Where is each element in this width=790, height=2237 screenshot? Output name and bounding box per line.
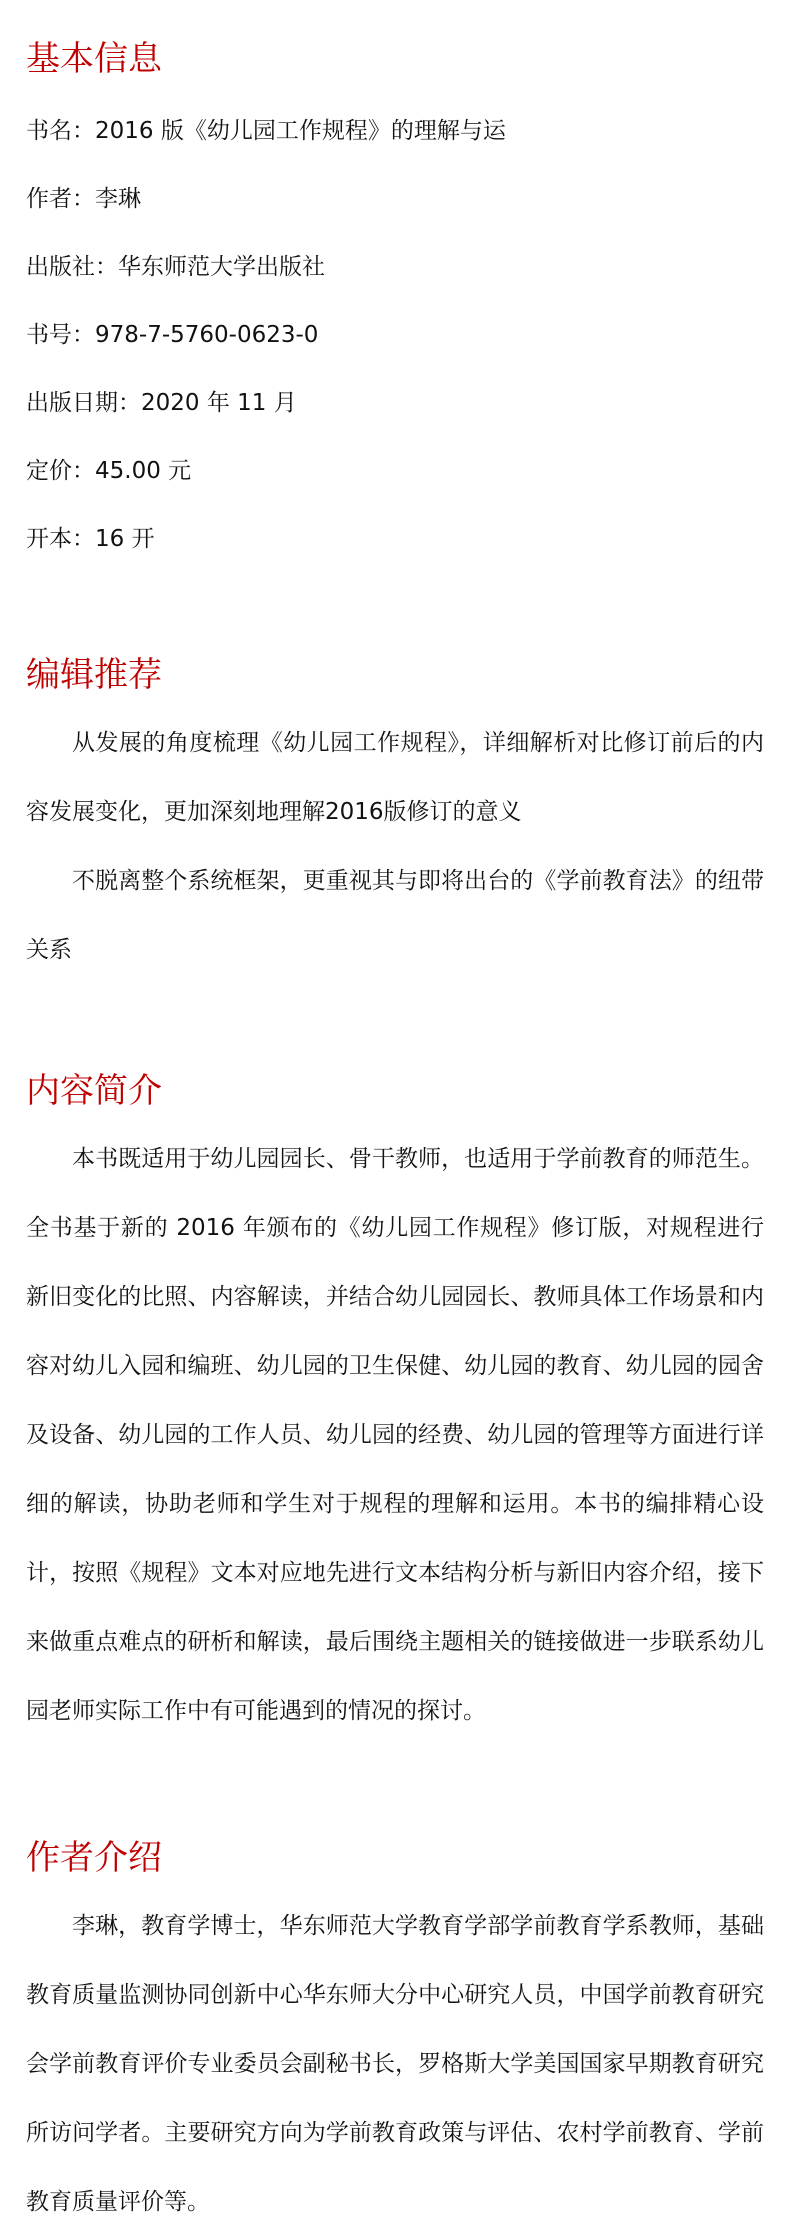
basic-info-heading: 基本信息 (26, 39, 162, 79)
editor-recommendation-heading: 编辑推荐 (26, 655, 162, 695)
basic-info-section (26, 0, 764, 573)
format-line: 开本：16 开 (26, 526, 155, 552)
editor-recommendation-body (26, 709, 764, 985)
author-intro-section (26, 1836, 764, 2237)
recommendation-paragraph: 从发展的角度梳理《幼儿园工作规程》，详细解析对比修订前后的内容发展变化，更加深刻地理解2016版修订的意义 (26, 730, 764, 825)
publish-date-line: 出版日期：2020 年 11 月 (26, 390, 297, 416)
book-title-line: 书名：2016 版《幼儿园工作规程》的理解与运 (26, 118, 506, 144)
content-summary-section (26, 1069, 764, 1746)
basic-info-list (26, 97, 764, 573)
author-intro-heading: 作者介绍 (26, 1838, 162, 1878)
price-line: 定价：45.00 元 (26, 458, 192, 484)
recommendation-paragraph: 不脱离整个系统框架，更重视其与即将出台的《学前教育法》的纽带关系 (26, 868, 764, 963)
publisher-line: 出版社：华东师范大学出版社 (26, 254, 325, 280)
author-line: 作者：李琳 (26, 186, 141, 212)
author-paragraph: 李琳，教育学博士，华东师范大学教育学部学前教育学系教师，基础教育质量监测协同创新中心华东师大分中心研究人员，中国学前教育研究会学前教育评价专业委员会副秘书长，罗格斯大学美国国家早期教育研究所访问学者。主要研究方向为学前教育政策与评估、农村学前教育、学前教育质量评价等。 (26, 1913, 764, 2215)
editor-recommendation-section (26, 653, 764, 985)
author-intro-body (26, 1892, 764, 2237)
isbn-line: 书号：978-7-5760-0623-0 (26, 322, 319, 348)
content-summary-body (26, 1125, 764, 1746)
summary-paragraph: 本书既适用于幼儿园园长、骨干教师，也适用于学前教育的师范生。全书基于新的 2016 年颁布的《幼儿园工作规程》修订版，对规程进行新旧变化的比照、内容解读，并结合幼儿园园长、教师具体工作场景和内容对幼儿入园和编班、幼儿园的卫生保健、幼儿园的教育、幼儿园的园舍及设备、幼儿园的工作人员、幼儿园的经费、幼儿园的管理等方面进行详细的解读，协助老师和学生对于规程的理解和运用。本书的编排精心设计，按照《规程》文本对应地先进行文本结构分析与新旧内容介绍，接下来做重点难点的研析和解读，最后围绕主题相关的链接做进一步联系幼儿园老师实际工作中有可能遇到的情况的探讨。 (26, 1146, 764, 1724)
content-summary-heading: 内容简介 (26, 1071, 162, 1111)
